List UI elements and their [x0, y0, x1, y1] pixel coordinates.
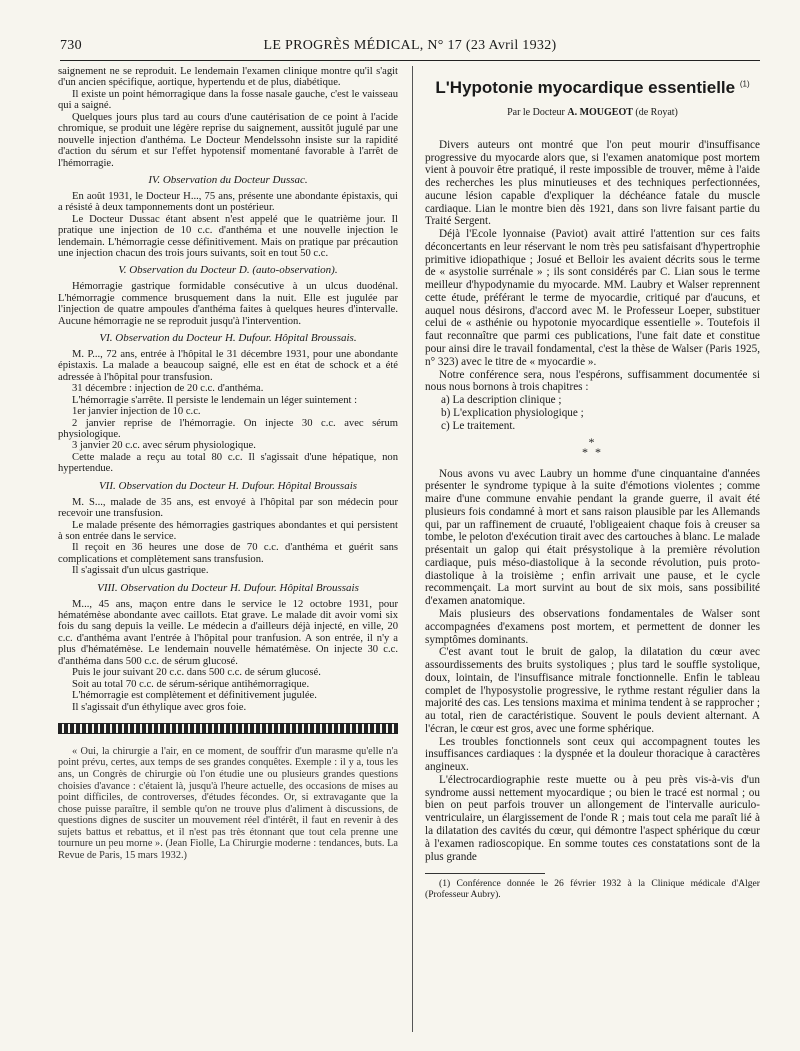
- byline: [425, 107, 760, 118]
- paragraph: Il s'agissait d'un ulcus gastrique.: [72, 565, 209, 577]
- paragraph: L'hémorragie s'arrête. Il persiste le lendemain un léger suintement :: [72, 394, 358, 406]
- paragraph: C'est avant tout le bruit de galop, la dilatation du cœur avec assourdissements des bruits systoliques ; plus tard le souffle systolique, doux, lointain, de l'insuffisance mitrale fonctionnelle. Enfin le tableau complet de l'hyposystolie progressive, le rythme restant régulier dans la majorité des cas. Les tensions maxima et minima tendent à se rapprocher ; au total, rien de caractéristique. Souvent le pouls devient alternant. A l'écran, le cœur est gros, avec une forme sphérique.: [425, 646, 760, 735]
- observation-heading: V. Observation du Docteur D. (auto-observation).: [118, 264, 338, 277]
- paragraph: M. S..., malade de 35 ans, est envoyé à l'hôpital par son médecin pour recevoir une transfusion.: [58, 496, 398, 520]
- paragraph: Le malade présente des hémorragies gastriques abondantes et qui persistent à son entrée dans le service.: [58, 519, 398, 542]
- list-item: b) L'explication physiologique ;: [441, 406, 584, 419]
- observation-heading: IV. Observation du Docteur Dussac.: [148, 173, 308, 186]
- paragraph: Mais plusieurs des observations fondamentales de Walser sont accompagnées d'examens post mortem, et permettent de donner les symptômes dominants.: [425, 607, 760, 646]
- paragraph: Il s'agissait d'un éthylique avec gros foie.: [72, 701, 247, 713]
- paragraph: 3 janvier 20 c.c. avec sérum physiologique.: [72, 440, 256, 452]
- right-column: [425, 66, 760, 900]
- journal-title: LE PROGRÈS MÉDICAL, N° 17 (23 Avril 1932): [263, 38, 557, 53]
- article-title-text: L'Hypotonie myocardique essentielle: [435, 78, 736, 97]
- page-number: 730: [60, 38, 82, 53]
- author-name: A. MOUGEOT: [567, 107, 633, 119]
- footnote: (1) Conférence donnée le 26 février 1932 à la Clinique médicale d'Alger (Professeur Aubry).: [425, 878, 760, 901]
- paragraph: Déjà l'Ecole lyonnaise (Paviot) avait attiré l'attention sur ces faits déconcertants en leur réservant le nom très peu satisfaisant d'hypertrophie primitive idiopathique ; Josué et Belloir les avaient décrits sous le terme de « asystolie surrénale » ; ils sont considérés par C. Lian sous le terme meilleur d'hypodynamie du myocarde. MM. Laubry et Walser reprennent cette étude, préférant le terme de myocardie, critiqué par d'aucuns, et auquel nous désirons, d'accord avec M. le Professeur Loeper, substituer celui de « asthénie ou hypotonie myocardique essentielle ». Toutefois il faut reconnaître que parmi ces publications, l'une fait date et constitue pour ainsi dire le travail fondamental, c'est la thèse de Walser (Paris 1925, n° 323) avec le titre de « myocardie ».: [425, 228, 760, 368]
- paragraph: En août 1931, le Docteur H..., 75 ans, présente une abondante épistaxis, qui a résisté à deux tamponnements dont un postérieur.: [58, 190, 398, 214]
- header-rule: [60, 60, 760, 61]
- paragraph: Cette malade a reçu au total 80 c.c. Il s'agissait d'une hépatique, non hypertendue.: [58, 451, 398, 475]
- paragraph: 2 janvier reprise de l'hémorragie. On injecte 30 c.c. avec sérum physiologique.: [58, 417, 398, 440]
- author-location: (de Royat): [635, 107, 678, 119]
- title-footnote-marker: (1): [739, 79, 750, 89]
- paragraph: Divers auteurs ont montré que l'on peut mourir d'insuffisance progressive du myocarde alors que, si l'examen anatomique post mortem vient à pouvoir être pratiqué, il reste impossible de trouver, même à l'aide des recherches les plus minutieuses et des techniques perfectionnées, aucune lésion capable d'expliquer la déchéance fatale du muscle cardiaque. Lian le montre bien dès 1921, dans son livre faisant partie du Traité Sergent.: [425, 138, 760, 228]
- footnote-rule: [425, 873, 545, 874]
- observation-heading: VII. Observation du Docteur H. Dufour. Hôpital Broussais: [98, 479, 358, 492]
- left-column: [58, 66, 398, 861]
- ornamental-divider: [58, 723, 398, 734]
- paragraph: L'électrocardiographie reste muette ou à peu près vis-à-vis d'un syndrome aussi nettement myocardique ; ou bien le tracé est normal ; ou bien on peut parfois trouver un allongement de l'intervalle auriculo-ventriculaire, un élargissement de l'onde R ; mais tout cela me paraît lié à la dilatation des cavités du cœur, qui démontre l'aspect sphérique du cœur à l'examen radioscopique. En somme toutes ces constatations sont de la plus grande: [425, 773, 760, 863]
- paragraph: 1er janvier injection de 10 c.c.: [72, 406, 201, 418]
- paragraph: M. P..., 72 ans, entrée à l'hôpital le 31 décembre 1931, pour une abondante épistaxis. La malade a beaucoup saigné, elle est en état de schock et a été adressée à l'hôpital pour transfusion.: [58, 348, 398, 383]
- paragraph: M..., 45 ans, maçon entre dans le service le 12 octobre 1931, pour hématémèse abondante avec caillots. Etat grave. Le malade dit avoir vomi six fois du sang depuis la veille. Le médecin a d'ailleurs déjà injecté, en ville, 20 c.c. d'anthéma avant l'entrée à l'hôpital pour tranfusion. A son entrée, il n'y a plus d'hématémèse. Le lendemain nouvelle hématémèse. On injecte 30 c.c. d'anthéma dans 500 c.c. de sérum glucosé.: [58, 598, 398, 667]
- paragraph: Soit au total 70 c.c. de sérum-sérique antihémorragique.: [72, 678, 310, 690]
- paragraph: Le Docteur Dussac étant absent n'est appelé que le quatrième jour. Il pratique une injection de 10 c.c. d'anthéma et une nouvelle injection le lendemain. L'hémorragie cesse définitivement. Mais on pratique par précaution une injection chacun des trois jours suivants, soit en tout 50 c.c.: [58, 213, 398, 259]
- chapter-list: [425, 394, 760, 432]
- observation-heading: VI. Observation du Docteur H. Dufour. Hôpital Broussais.: [99, 332, 357, 345]
- paragraph: Les troubles fonctionnels sont ceux qui accompagnent toutes les insuffisances cardiaques : la dyspnée et la douleur thoracique à caractères angineux.: [425, 735, 760, 774]
- paragraph: Notre conférence sera, nous l'espérons, suffisamment documentée si nous nous bornons à trois chapitres :: [425, 368, 760, 394]
- paragraph: Puis le jour suivant 20 c.c. dans 500 c.c. de sérum glucosé.: [72, 667, 321, 679]
- quotation: « Oui, la chirurgie a l'air, en ce moment, de souffrir d'un marasme qu'elle n'a point prévu, certes, aux temps de ses grandes conquêtes. Exemple : il y a, tous les ans, un Congrès de chirurgie où l'on étudie une ou plusieurs grandes questions choisies d'avance : c'étaient là, jusqu'à l'heure actuelle, des occasions de mises au point difficiles, de controverses, d'études fécondes. Or, si extravagante que la chose puisse paraître, il semble qu'on ne trouve plus d'aliment à discussions, de questions dignes de susciter un mouvement réel d'intérêt, il faut en revenir à des sujets battus et rebattus, et il n'est pas très étonnant que tout cela prenne une tournure un peu morne ». (Jean Fiolle, La Chirurgie moderne : tendances, buts. La Revue de Paris, 15 mars 1932.): [58, 745, 398, 861]
- column-divider: [412, 66, 413, 1032]
- paragraph: Hémorragie gastrique formidable consécutive à un ulcus duodénal. L'hémorragie commence brusquement dans la nuit. Elle est jugulée par l'injection de quatre ampoules d'anthéma faites à quelques heures d'intervalle. Aucune hémorragie ne se reproduit jusqu'à l'intervention.: [58, 281, 398, 327]
- section-asterism: * * *: [582, 435, 603, 459]
- paragraph: Il existe un point hémorragique dans la fosse nasale gauche, c'est le vaisseau qui a saigné.: [58, 88, 398, 112]
- paragraph: 31 décembre : injection de 20 c.c. d'anthéma.: [72, 383, 264, 395]
- article-title: [425, 78, 760, 97]
- list-item: c) Le traitement.: [441, 419, 516, 432]
- page-header: [60, 38, 760, 58]
- paragraph: saignement ne se reproduit. Le lendemain l'examen clinique montre qu'il s'agit d'un ancien spécifique, aortique, hypertendu et de plus, diabétique.: [58, 66, 398, 89]
- observation-heading: VIII. Observation du Docteur H. Dufour. Hôpital Broussais: [97, 581, 359, 594]
- paragraph: Nous avons vu avec Laubry un homme d'une cinquantaine d'années présenter le syndrome typique à la suite d'émotions violentes ; comme maire d'une commune envahie pendant la grande guerre, il avait été plusieurs fois condamné à mort et sans raison plausible par les Allemands qui, par un raffinement de cruauté, l'obligeaient chaque fois à creuser sa tombe, le peloton d'exécution tirait avec des cartouches à blanc. Le malade présentait un galop qui était présystolique à la première révolution cardiaque, puis méso-diastolique à la seconde révolution, puis proto-diastolique à la troisième ; enfin arrivait une pause, et le cycle recommençait. La mort survint au bout de six mois, sans possibilité d'examen anatomique.: [425, 467, 760, 608]
- paragraph: L'hémorragie est complètement et définitivement jugulée.: [72, 690, 317, 702]
- list-item: a) La description clinique ;: [441, 394, 562, 407]
- paragraph: Quelques jours plus tard au cours d'une cautérisation de ce point à l'acide chromique, se produit une légère reprise du saignement, aussitôt jugulé par une nouvelle injection d'anthéma. Le Docteur Mendelssohn insiste sur la rapidité d'action du sérum et sur l'effet hypotensif momentané favorable à l'arrêt de l'hémorragie.: [58, 111, 398, 169]
- byline-prefix: Par le Docteur: [507, 107, 565, 119]
- paragraph: Il reçoit en 36 heures une dose de 70 c.c. d'anthéma et guérit sans complications et complètement sans transfusion.: [58, 542, 398, 565]
